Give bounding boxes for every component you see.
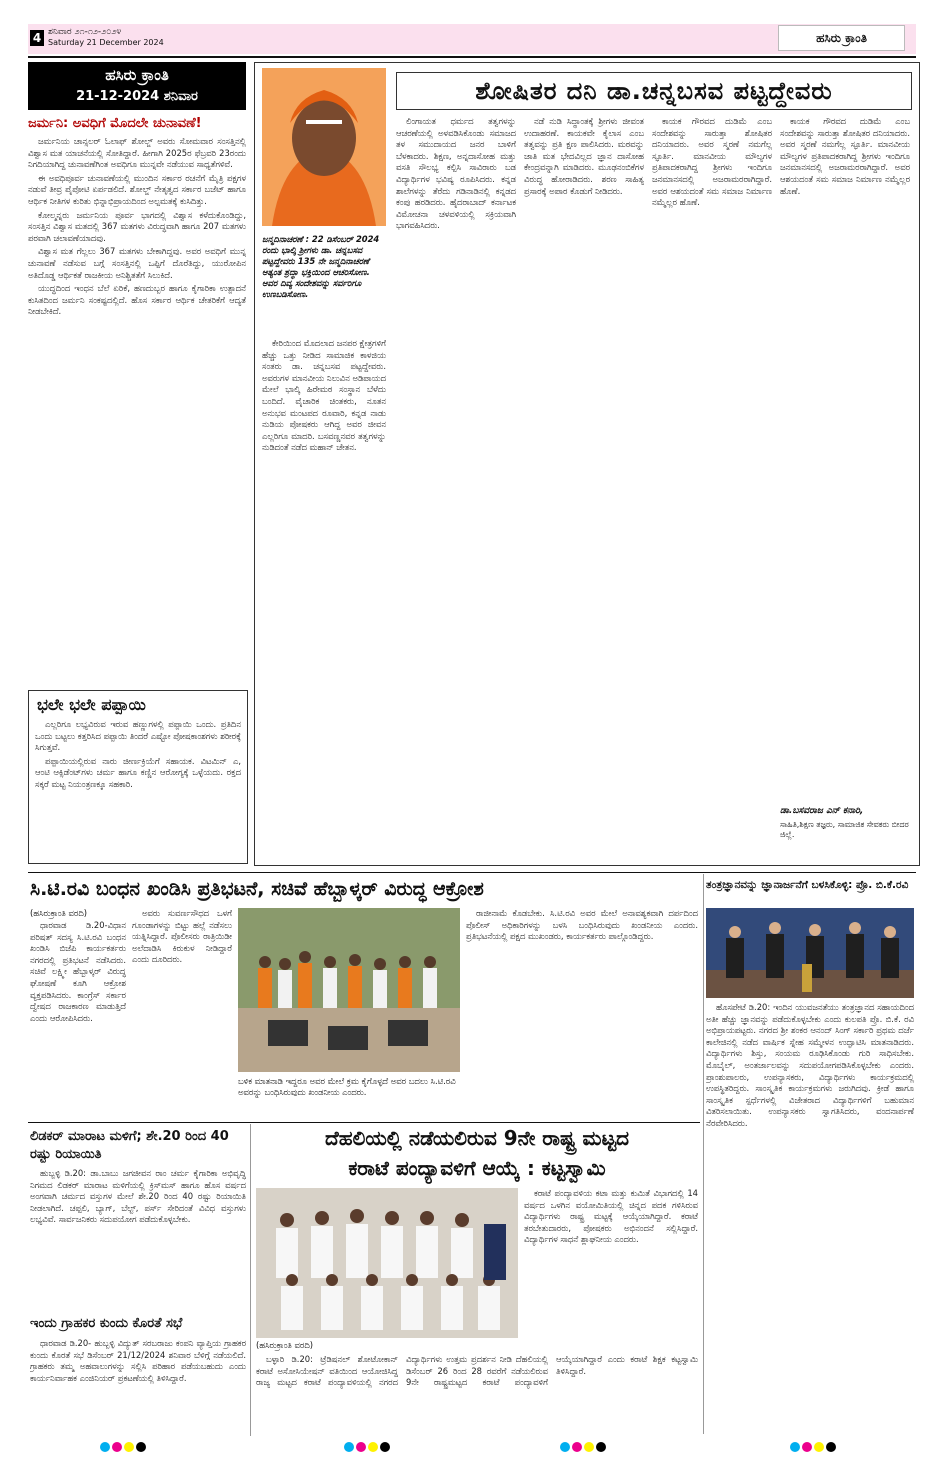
editorial-paragraph: ವಿಶ್ವಾಸ ಮತ ಗೆಲ್ಲಲು 367 ಮತಗಳು ಬೇಕಾಗಿದ್ದವು. ಅವರ ಅವಧಿಗೆ ಮುನ್ನ ಚುನಾವಣೆ ನಡೆಸುವ ಬಗ್ಗೆ ಸಂಸತ್ತಿನಲ್ಲಿ ಒಪ್ಪಿಗೆ ದೊರೆತಿದ್ದು, ಯುರೋಪಿನ ಅತಿದೊಡ್ಡ ಆರ್ಥಿಕತೆ ರಾಜಕೀಯ ಅನಿಶ್ಚಿತತೆಗೆ ಸಿಲುಕಿದೆ. [28,246,246,280]
protest-text: ಅವರು ಸುವರ್ಣಸೌಧದ ಒಳಗೆ ಗೂಂಡಾಗಳನ್ನು ಬಿಟ್ಟು ಹಲ್ಲೆ ನಡೆಸಲು ಯತ್ನಿಸಿದ್ದಾರೆ. ಪೊಲೀಸರು ರಾತ್ರಿಯಿಡೀ ಅಲೆದಾಡಿಸಿ ಕಿರುಕುಳ ನೀಡಿದ್ದಾರೆ ಎಂದು ದೂರಿದರು. [132,908,232,965]
tech-body [706,1002,914,1434]
lead-col-1 [262,338,386,850]
masthead-date: 21-12-2024 ಶನಿವಾರ [76,89,198,104]
karate-col-bottom [256,1354,698,1436]
cyan-dot [790,1442,800,1452]
karate-text: ಬಳ್ಳಾರಿ ಡಿ.20: ಟ್ರೆಡಿಷನಲ್ ಶೋಟೋಕಾನ್ ಕರಾಟೆ ಅಸೋಸಿಯೇಷನ್ ವತಿಯಿಂದ ಆಯೋಜಿಸಿದ್ದ ರಾಜ್ಯ ಮಟ್ಟದ ಕರಾಟೆ ಪಂದ್ಯಾವಳಿಯಲ್ಲಿ ನಗರದ ವಿದ್ಯಾರ್ಥಿಗಳು ಉತ್ತಮ ಪ್ರದರ್ಶನ ನೀಡಿ ದೆಹಲಿಯಲ್ಲಿ ಡಿಸೆಂಬರ್ 26 ರಿಂದ 28 ರವರೆಗೆ ನಡೆಯಲಿರುವ 9ನೇ ರಾಷ್ಟ್ರಮಟ್ಟದ ಕರಾಟೆ ಪಂದ್ಯಾವಳಿಗೆ ಆಯ್ಕೆಯಾಗಿದ್ದಾರೆ ಎಂದು ಕರಾಟೆ ಶಿಕ್ಷಕ ಕಟ್ಟಸ್ವಾಮಿ ತಿಳಿಸಿದ್ದಾರೆ. [256,1354,698,1388]
protest-col-left [30,920,126,1118]
karate-team-photo [256,1188,518,1338]
lead-headline: ಶೋಷಿತರ ದನಿ ಡಾ.ಚನ್ನಬಸವ ಪಟ್ಟದ್ದೇವರು [396,72,912,110]
karate-text: ಕರಾಟೆ ಪಂದ್ಯಾವಳಿಯ ಕಟಾ ಮತ್ತು ಕುಮಿತೆ ವಿಭಾಗದಲ್ಲಿ 14 ವರ್ಷದ ಒಳಗಿನ ವಯೋಮಿತಿಯಲ್ಲಿ ಚಿನ್ನದ ಪದಕ ಗಳಿಸಿರುವ ವಿದ್ಯಾರ್ಥಿಗಳು ರಾಷ್ಟ್ರ ಮಟ್ಟಕ್ಕೆ ಆಯ್ಕೆಯಾಗಿದ್ದಾರೆ. ಕರಾಟೆ ತರಬೇತುದಾರರು, ಪೋಷಕರು ಅಭಿನಂದನೆ ಸಲ್ಲಿಸಿದ್ದಾರೆ. ವಿದ್ಯಾರ್ಥಿಗಳ ಸಾಧನೆ ಶ್ಲಾಘನೀಯ ಎಂದರು. [524,1188,698,1245]
lidkar-headline: ಲಿಡಕರ್ ಮಾರಾಟ ಮಳಿಗೆ; ಶೇ.20 ರಿಂದ 40 ರಷ್ಟು ರಿಯಾಯಿತಿ [30,1129,229,1162]
registration-marks [344,1442,390,1452]
karate-col-right [524,1188,698,1352]
karate-students-illustration [256,1188,518,1338]
protest-headline: ಸಿ.ಟಿ.ರವಿ ಬಂಧನ ಖಂಡಿಸಿ ಪ್ರತಿಭಟನೆ, ಸಚಿವೆ ಹೆಬ್ಬಾಳ್ಕರ್ ವಿರುದ್ಧ ಆಕ್ರೋಶ [30,878,484,900]
papaya-title: ಭಲೇ ಭಲೇ ಪಪ್ಪಾಯಿ [37,695,146,714]
lead-col-5-text: ಕಾಯಕ ಗೌರವದ ದುಡಿಮೆ ಎಂಬ ಸಂದೇಶವನ್ನು ಸಾರುತ್ತಾ ಶೋಷಿತರ ದನಿಯಾದರು. ಅವರ ಸ್ಮರಣೆ ನಮಗೆಲ್ಲ ಸ್ಫೂರ್ತಿ. ಮಾನವೀಯ ಮೌಲ್ಯಗಳ ಪ್ರತಿಪಾದಕರಾಗಿದ್ದ ಶ್ರೀಗಳು ಇಂದಿಗೂ ಜನಮಾನಸದಲ್ಲಿ ಅಜರಾಮರರಾಗಿದ್ದಾರೆ. ಅವರ ಆಶಯದಂತೆ ಸಮ ಸಮಾಜ ನಿರ್ಮಾಣ ನಮ್ಮೆಲ್ಲರ ಹೊಣೆ. [780,116,910,196]
registration-marks [790,1442,836,1452]
protest-dateline: (ಹಸಿರುಕ್ರಾಂತಿ ವರದಿ) [30,908,88,918]
yellow-dot [368,1442,378,1452]
lead-signature-sub: ಸಾಹಿತಿ,ಶಿಕ್ಷಣ ತಜ್ಞರು, ಸಾಮಾಜಿಕ ಸೇವಕರು ಬೀದರ ಜಿಲ್ಲೆ. [780,820,909,839]
karate-headline-2: ಕರಾಟೆ ಪಂದ್ಯಾವಳಿಗೆ ಆಯ್ಕೆ : ಕಟ್ಟಸ್ವಾಮಿ [348,1156,606,1180]
masthead [28,62,246,110]
tech-headline: ತಂತ್ರಜ್ಞಾನವನ್ನು ಜ್ಞಾನಾರ್ಜನೆಗೆ ಬಳಸಿಕೊಳ್ಳಿ: ಪ್ರೊ. ಬಿ.ಕೆ.ರವಿ [706,879,909,891]
lamp-lighting-illustration [706,908,914,998]
protest-col-mid [132,908,232,1118]
protest-crowd-illustration [238,908,460,1072]
yellow-dot [584,1442,594,1452]
lead-col-3-text: ನಡೆ ನುಡಿ ಸಿದ್ಧಾಂತಕ್ಕೆ ಶ್ರೀಗಳು ಜೀವಂತ ಉದಾಹರಣೆ. ಕಾಯಕವೇ ಕೈಲಾಸ ಎಂಬ ತತ್ವವನ್ನು ಪ್ರತಿ ಕ್ಷಣ ಪಾಲಿಸಿದರು. ಮಠವನ್ನು ಜಾತಿ ಮತ ಭೇದವಿಲ್ಲದ ಜ್ಞಾನ ದಾಸೋಹ ಕೇಂದ್ರವನ್ನಾಗಿ ಮಾಡಿದರು. ಮೂಢನಂಬಿಕೆಗಳ ವಿರುದ್ಧ ಹೋರಾಡಿದರು. ಶರಣ ಸಾಹಿತ್ಯ ಪ್ರಸಾರಕ್ಕೆ ಅಪಾರ ಕೊಡುಗೆ ನೀಡಿದರು. [524,116,644,196]
section-rule [28,1122,700,1123]
yellow-dot [814,1442,824,1452]
lead-col-4-text: ಕಾಯಕ ಗೌರವದ ದುಡಿಮೆ ಎಂಬ ಸಂದೇಶವನ್ನು ಸಾರುತ್ತಾ ಶೋಷಿತರ ದನಿಯಾದರು. ಅವರ ಸ್ಮರಣೆ ನಮಗೆಲ್ಲ ಸ್ಫೂರ್ತಿ. ಮಾನವೀಯ ಮೌಲ್ಯಗಳ ಪ್ರತಿಪಾದಕರಾಗಿದ್ದ ಶ್ರೀಗಳು ಇಂದಿಗೂ ಜನಮಾನಸದಲ್ಲಿ ಅಜರಾಮರರಾಗಿದ್ದಾರೆ. ಅವರ ಆಶಯದಂತೆ ಸಮ ಸಮಾಜ ನಿರ್ಮಾಣ ನಮ್ಮೆಲ್ಲರ ಹೊಣೆ. [652,116,772,208]
grievance-headline: ಇಂದು ಗ್ರಾಹಕರ ಕುಂದು ಕೊರತೆ ಸಭೆ [30,1316,183,1331]
magenta-dot [572,1442,582,1452]
editorial-paragraph: ಜರ್ಮನಿಯ ಚಾನ್ಸಲರ್ ಓಲಾಫ್ ಶೋಲ್ಜ್ ಅವರು ಸೋಮವಾರ ಸಂಸತ್ತಿನಲ್ಲಿ ವಿಶ್ವಾಸ ಮತ ಯಾಚನೆಯಲ್ಲಿ ಸೋತಿದ್ದಾರೆ. ಹೀಗಾಗಿ 2025ರ ಫೆಬ್ರವರಿ 23ರಂದು ನಿಗದಿಯಾಗಿದ್ದ ಚುನಾವಣೆಗಿಂತ ಅವಧಿಗೂ ಮುನ್ನವೇ ನಡೆಯುವ ಸಾಧ್ಯತೆಗಳಿವೆ. [28,136,246,170]
protest-photo-caption: ಬಳಿಕ ಮಾತನಾಡಿ ಇದ್ದರೂ ಅವರ ಮೇಲೆ ಕ್ರಮ ಕೈಗೊಳ್ಳದೆ ಅವರ ಬದಲು ಸಿ.ಟಿ.ರವಿ ಅವರನ್ನು ಬಂಧಿಸಿರುವುದು ಖಂಡನೀಯ ಎಂದರು. [238,1076,456,1097]
grievance-body [30,1338,246,1436]
registration-marks [560,1442,606,1452]
tech-event-photo [706,908,914,998]
papaya-paragraph: ಎಲ್ಲರಿಗೂ ಲಭ್ಯವಿರುವ ಇರುವ ಹಣ್ಣುಗಳಲ್ಲಿ ಪಪ್ಪಾಯಿ ಒಂದು. ಪ್ರತಿದಿನ ಒಂದು ಬಟ್ಟಲು ಕತ್ತರಿಸಿದ ಪಪ್ಪಾಯಿ ತಿಂದರೆ ಎಷ್ಟೋ ಪೋಷಕಾಂಶಗಳು ಶರೀರಕ್ಕೆ ಸಿಗುತ್ತವೆ. [35,719,241,753]
editorial-paragraph: ಕೋಲ್ಮನ್ನರು ಜರ್ಮನಿಯ ಪೂರ್ವ ಭಾಗದಲ್ಲಿ ವಿಶ್ವಾಸ ಕಳೆದುಕೊಂಡಿದ್ದು, ಸಂಸತ್ತಿನ ವಿಶ್ವಾಸ ಮತದಲ್ಲಿ 367 ಮತಗಳು ವಿರುದ್ಧವಾಗಿ ಹಾಗೂ 207 ಮತಗಳು ಪರವಾಗಿ ಚಲಾವಣೆಯಾದವು. [28,209,246,243]
swamiji-photo [262,68,386,226]
lead-col-2-text: ಲಿಂಗಾಯತ ಧರ್ಮದ ತತ್ವಗಳನ್ನು ಆಚರಣೆಯಲ್ಲಿ ಅಳವಡಿಸಿಕೊಂಡು ಸಮಾಜದ ತಳ ಸಮುದಾಯದ ಜನರ ಬಾಳಿಗೆ ಬೆಳಕಾದರು. ಶಿಕ್ಷಣ, ಅನ್ನದಾಸೋಹ ಮತ್ತು ವಸತಿ ಸೌಲಭ್ಯ ಕಲ್ಪಿಸಿ ಸಾವಿರಾರು ಬಡ ವಿದ್ಯಾರ್ಥಿಗಳ ಭವಿಷ್ಯ ರೂಪಿಸಿದರು. ಕನ್ನಡ ಶಾಲೆಗಳನ್ನು ತೆರೆದು ಗಡಿನಾಡಿನಲ್ಲಿ ಕನ್ನಡದ ಕಂಪು ಹರಡಿದರು. ಹೈದರಾಬಾದ್ ಕರ್ನಾಟಕ ವಿಮೋಚನಾ ಚಳವಳಿಯಲ್ಲಿ ಸಕ್ರಿಯವಾಗಿ ಭಾಗವಹಿಸಿದರು. [396,116,516,231]
black-dot [380,1442,390,1452]
protest-text: ಧಾರವಾಡ ಡಿ.20-ವಿಧಾನ ಪರಿಷತ್ ಸದಸ್ಯ ಸಿ.ಟಿ.ರವಿ ಬಂಧನ ಖಂಡಿಸಿ ಬಿಜೆಪಿ ಕಾರ್ಯಕರ್ತರು ನಗರದಲ್ಲಿ ಪ್ರತಿಭಟನೆ ನಡೆಸಿದರು. ಸಚಿವೆ ಲಕ್ಷ್ಮೀ ಹೆಬ್ಬಾಳ್ಕರ್ ವಿರುದ್ಧ ಘೋಷಣೆ ಕೂಗಿ ಆಕ್ರೋಶ ವ್ಯಕ್ತಪಡಿಸಿದರು. ಕಾಂಗ್ರೆಸ್ ಸರ್ಕಾರ ದ್ವೇಷದ ರಾಜಕಾರಣ ಮಾಡುತ್ತಿದೆ ಎಂದು ಆರೋಪಿಸಿದರು. [30,920,126,1023]
editorial-body [28,136,246,678]
karate-headline-1: ದೆಹಲಿಯಲ್ಲಿ ನಡೆಯಲಿರುವ 9ನೇ ರಾಷ್ಟ್ರ ಮಟ್ಟದ [325,1126,629,1150]
lead-col-5 [780,116,910,796]
yellow-dot [124,1442,134,1452]
papaya-box [28,690,248,864]
lidkar-text: ಹುಬ್ಬಳ್ಳಿ ಡಿ.20: ಡಾ.ಬಾಬು ಜಗಜೀವನ ರಾಂ ಚರ್ಮ ಕೈಗಾರಿಕಾ ಅಭಿವೃದ್ಧಿ ನಿಗಮದ ಲಿಡಕರ್ ಮಾರಾಟ ಮಳಿಗೆಯಲ್ಲಿ ಕ್ರಿಸ್‌ಮಸ್ ಹಾಗೂ ಹೊಸ ವರ್ಷದ ಅಂಗವಾಗಿ ಚರ್ಮದ ವಸ್ತುಗಳ ಮೇಲೆ ಶೇ.20 ರಿಂದ 40 ರಷ್ಟು ರಿಯಾಯಿತಿ ನೀಡಲಾಗಿದೆ. ಚಪ್ಪಲಿ, ಬ್ಯಾಗ್, ಬೆಲ್ಟ್, ಪರ್ಸ್ ಸೇರಿದಂತೆ ವಿವಿಧ ವಸ್ತುಗಳು ಲಭ್ಯವಿವೆ. ಸಾರ್ವಜನಿಕರು ಸದುಪಯೋಗ ಪಡೆದುಕೊಳ್ಳಬೇಕು. [30,1168,246,1225]
karate-dateline: (ಹಸಿರುಕ್ರಾಂತಿ ವರದಿ) [256,1340,314,1350]
editorial-paragraph: ಯುದ್ಧದಿಂದ ಇಂಧನ ಬೆಲೆ ಏರಿಕೆ, ಹಣದುಬ್ಬರ ಹಾಗೂ ಕೈಗಾರಿಕಾ ಉತ್ಪಾದನೆ ಕುಸಿತದಿಂದ ಜರ್ಮನಿ ಸಂಕಷ್ಟದಲ್ಲಿದೆ. ಹೊಸ ಸರ್ಕಾರ ಆರ್ಥಿಕ ಚೇತರಿಕೆಗೆ ಆದ್ಯತೆ ನೀಡಬೇಕಿದೆ. [28,283,246,317]
cyan-dot [344,1442,354,1452]
lead-col-3 [524,116,644,850]
black-dot [596,1442,606,1452]
black-dot [136,1442,146,1452]
papaya-body [29,719,247,857]
magenta-dot [802,1442,812,1452]
page-number: 4 [30,30,44,46]
header-rule [28,56,916,58]
magenta-dot [356,1442,366,1452]
grievance-text: ಧಾರವಾಡ ಡಿ.20- ಹುಬ್ಬಳ್ಳಿ ವಿದ್ಯುತ್ ಸರಬರಾಜು ಕಂಪನಿ ವ್ಯಾಪ್ತಿಯ ಗ್ರಾಹಕರ ಕುಂದು ಕೊರತೆ ಸಭೆ ಡಿಸೆಂಬರ್ 21/12/2024 ಶನಿವಾರ ಬೆಳಿಗ್ಗೆ ನಡೆಯಲಿದೆ. ಗ್ರಾಹಕರು ತಮ್ಮ ಅಹವಾಲುಗಳನ್ನು ಸಲ್ಲಿಸಿ ಪರಿಹಾರ ಪಡೆಯಬಹುದು ಎಂದು ಕಾರ್ಯನಿರ್ವಾಹಕ ಎಂಜಿನಿಯರ್ ಪ್ರಕಟಣೆಯಲ್ಲಿ ತಿಳಿಸಿದ್ದಾರೆ. [30,1338,246,1383]
date-english: Saturday 21 December 2024 [48,38,164,47]
papaya-paragraph: ಪಪ್ಪಾಯಿಯಲ್ಲಿರುವ ನಾರು ಜೀರ್ಣಕ್ರಿಯೆಗೆ ಸಹಾಯಕ. ವಿಟಮಿನ್ ಎ, ಆಂಟಿ ಆಕ್ಸಿಡೆಂಟ್‌ಗಳು ಚರ್ಮ ಹಾಗೂ ಕಣ್ಣಿನ ಆರೋಗ್ಯಕ್ಕೆ ಒಳ್ಳೆಯದು. ರಕ್ತದ ಸಕ್ಕರೆ ಮಟ್ಟ ನಿಯಂತ್ರಣಕ್ಕೂ ಸಹಕಾರಿ. [35,755,241,789]
registration-marks [100,1442,146,1452]
lead-photo-caption: ಜನ್ಮದಿನಾಚರಣೆ : 22 ಡಿಸೆಂಬರ್ 2024 ರಂದು ಭಾಲ್ಕಿ ಶ್ರೀಗಳು ಡಾ. ಚನ್ನಬಸವ ಪಟ್ಟದ್ದೇವರು 135 ನೇ ಜನ್ಮದಿನಾಚರಣೆ ಅತ್ಯಂತ ಶ್ರದ್ಧಾ ಭಕ್ತಿಯಿಂದ ಆಚರಿಸೋಣ. ಅವರ ದಿವ್ಯ ಸಂದೇಶವನ್ನು ಸರ್ವರಿಗೂ ಉಣಬಡಿಸೋಣ. [262,234,380,299]
lead-col-1-text: ಕೇರಿಯಿಂದ ಮೊದಲಾದ ಜನಪರ ಕ್ಷೇತ್ರಗಳಿಗೆ ಹೆಚ್ಚು ಒತ್ತು ನೀಡಿದ ಸಾಮಾಜಿಕ ಕಾಳಜಿಯ ಸಂತರು ಡಾ. ಚನ್ನಬಸವ ಪಟ್ಟದ್ದೇವರು. ಅವರುಗಳ ಮಾನವೀಯ ನಿಲುವಿನ ಅಡಿಪಾಯದ ಮೇಲೆ ಭಾಲ್ಕಿ ಹಿರೇಮಠ ಸಂಸ್ಥಾನ ಬೆಳೆದು ಬಂದಿದೆ. ವೈಚಾರಿಕ ಚಿಂತಕರು, ನೂತನ ಅನುಭವ ಮಂಟಪದ ರೂವಾರಿ, ಕನ್ನಡ ನಾಡು ನುಡಿಯ ಪೋಷಕರು ಆಗಿದ್ದ ಅವರ ಜೀವನ ಎಲ್ಲರಿಗೂ ಮಾದರಿ. ಬಸವಣ್ಣನವರ ತತ್ವಗಳನ್ನು ನುಡಿದಂತೆ ನಡೆದ ಮಹಾನ್ ಚೇತನ. [262,338,386,453]
date-kannada: ಶನಿವಾರ ೨೧-೧೨-೨೦೨೪ [48,27,122,37]
editorial-paragraph: ಈ ಅವಧಿಪೂರ್ವ ಚುನಾವಣೆಯಲ್ಲಿ ಮುಂದಿನ ಸರ್ಕಾರ ರಚನೆಗೆ ಮೈತ್ರಿ ಪಕ್ಷಗಳ ನಡುವೆ ತೀವ್ರ ಪೈಪೋಟಿ ಏರ್ಪಡಲಿದೆ. ಶೋಲ್ಜ್ ನೇತೃತ್ವದ ಸರ್ಕಾರ ಬಜೆಟ್ ಹಾಗೂ ಆರ್ಥಿಕ ನೀತಿಗಳ ಕುರಿತು ಭಿನ್ನಾಭಿಪ್ರಾಯದಿಂದ ಅಲ್ಪಮತಕ್ಕೆ ಕುಸಿದಿತ್ತು. [28,172,246,206]
protest-photo [238,908,460,1072]
black-dot [826,1442,836,1452]
tech-text: ಹೊಸಪೇಟೆ ಡಿ.20: ಇಂದಿನ ಯುವಜನತೆಯು ತಂತ್ರಜ್ಞಾನದ ಸಹಾಯದಿಂದ ಅತೀ ಹೆಚ್ಚು ಜ್ಞಾನವನ್ನು ಪಡೆದುಕೊಳ್ಳಬೇಕು ಎಂದು ಕುಲಪತಿ ಪ್ರೊ. ಬಿ.ಕೆ. ರವಿ ಅಭಿಪ್ರಾಯಪಟ್ಟರು. ನಗರದ ಶ್ರೀ ಶಂಕರ ಆನಂದ್ ಸಿಂಗ್ ಸರ್ಕಾರಿ ಪ್ರಥಮ ದರ್ಜೆ ಕಾಲೇಜಿನಲ್ಲಿ ನಡೆದ ವಾರ್ಷಿಕ ಸ್ನೇಹ ಸಮ್ಮೇಳನ ಉದ್ಘಾಟಿಸಿ ಮಾತನಾಡಿದರು. ವಿದ್ಯಾರ್ಥಿಗಳು ಶಿಸ್ತು, ಸಂಯಮ ರೂಢಿಸಿಕೊಂಡು ಗುರಿ ಸಾಧಿಸಬೇಕು. ಮೊಬೈಲ್, ಅಂತರ್ಜಾಲವನ್ನು ಸದುಪಯೋಗಪಡಿಸಿಕೊಳ್ಳಬೇಕು ಎಂದರು. ಪ್ರಾಂಶುಪಾಲರು, ಉಪನ್ಯಾಸಕರು, ವಿದ್ಯಾರ್ಥಿಗಳು ಕಾರ್ಯಕ್ರಮದಲ್ಲಿ ಉಪಸ್ಥಿತರಿದ್ದರು. ಸಾಂಸ್ಕೃತಿಕ ಕಾರ್ಯಕ್ರಮಗಳು ಜರುಗಿದವು. ಕ್ರೀಡೆ ಹಾಗೂ ಸಾಂಸ್ಕೃತಿಕ ಸ್ಪರ್ಧೆಗಳಲ್ಲಿ ವಿಜೇತರಾದ ವಿದ್ಯಾರ್ಥಿಗಳಿಗೆ ಬಹುಮಾನ ವಿತರಿಸಲಾಯಿತು. ಉಪನ್ಯಾಸಕರು ಸ್ವಾಗತಿಸಿದರು, ವಂದನಾರ್ಪಣೆ ನೆರವೇರಿಸಿದರು. [706,1002,914,1128]
column-rule [703,874,704,1434]
editorial-title: ಜರ್ಮನಿ: ಅವಧಿಗೆ ಮೊದಲೇ ಚುನಾವಣೆ! [28,116,202,131]
section-rule [28,872,916,873]
magenta-dot [112,1442,122,1452]
swamiji-portrait-illustration [262,68,386,226]
masthead-name: ಹಸಿರು ಕ್ರಾಂತಿ [105,66,169,84]
page-label: ಹಸಿರು ಕ್ರಾಂತಿ [778,25,905,51]
cyan-dot [100,1442,110,1452]
lead-col-2 [396,116,516,850]
lead-signature: ಡಾ.ಬಸವರಾಜ ಎನ್ ಕನಾರಿ, [780,806,864,816]
lead-col-4 [652,116,772,850]
protest-col-right [466,908,698,1118]
lidkar-body [30,1168,246,1304]
protest-text: ರಾಜೀನಾಮೆ ಕೊಡಬೇಕು. ಸಿ.ಟಿ.ರವಿ ಅವರ ಮೇಲೆ ಅನಾವಶ್ಯಕವಾಗಿ ದರ್ಪದಿಂದ ಪೊಲೀಸ್ ಅಧಿಕಾರಿಗಳನ್ನು ಬಳಸಿ ಬಂಧಿಸಿರುವುದು ಖಂಡನೀಯ ಎಂದರು. ಪ್ರತಿಭಟನೆಯಲ್ಲಿ ಪಕ್ಷದ ಮುಖಂಡರು, ಕಾರ್ಯಕರ್ತರು ಪಾಲ್ಗೊಂಡಿದ್ದರು. [466,908,698,942]
cyan-dot [560,1442,570,1452]
column-rule [250,1124,251,1436]
